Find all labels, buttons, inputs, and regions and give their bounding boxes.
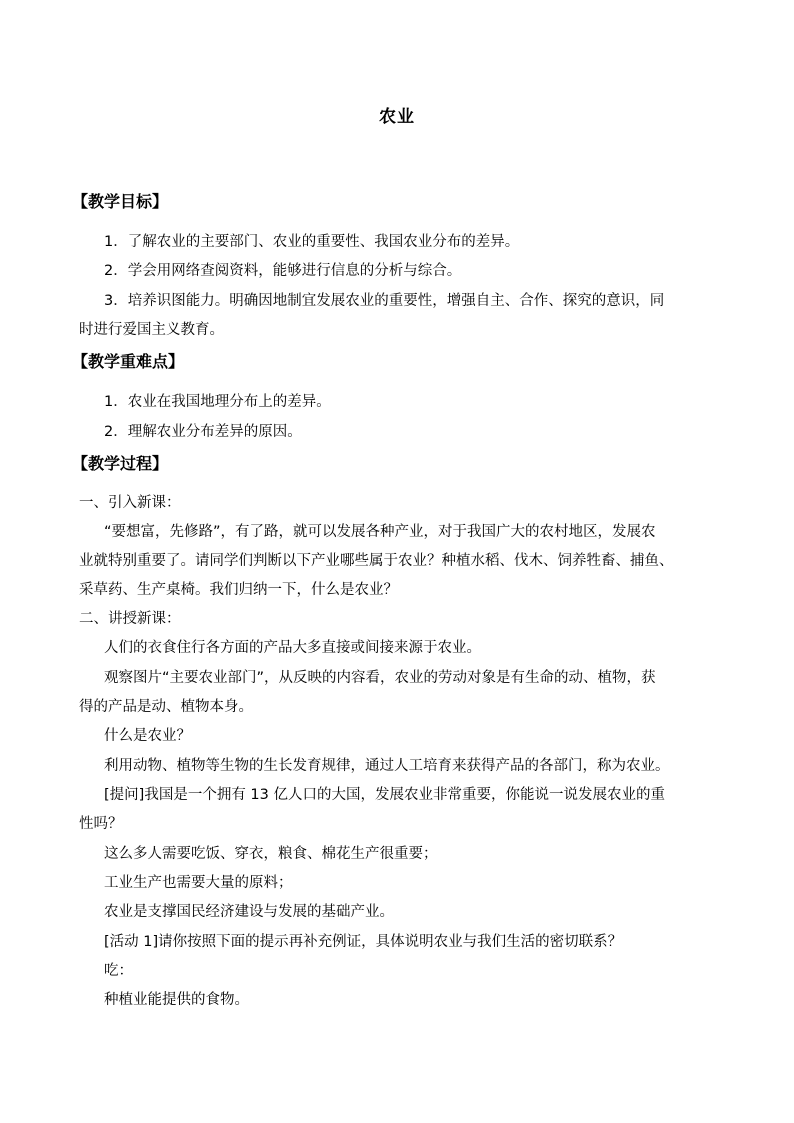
paragraph-line: 业就特别重要了。请同学们判断以下产业哪些属于农业？种植水稻、伐木、饲养牲畜、捕鱼、 <box>79 553 674 569</box>
page-title: 农业 <box>379 107 415 127</box>
paragraph-line: [活动 1]请你按照下面的提示再补充例证，具体说明农业与我们生活的密切联系？ <box>104 934 623 950</box>
difficulty-item: 2．理解农业分布差异的原因。 <box>104 424 302 440</box>
paragraph-line: 人们的衣食住行各方面的产品大多直接或间接来源于农业。 <box>104 640 481 656</box>
objective-item: 1．了解农业的主要部门、农业的重要性、我国农业分布的差异。 <box>104 234 520 250</box>
paragraph-line: 利用动物、植物等生物的生长发育规律，通过人工培育来获得产品的各部门，称为农业。 <box>104 758 670 774</box>
paragraph-line: 种植业能提供的食物。 <box>104 992 249 1008</box>
paragraph-line: 农业是支撑国民经济建设与发展的基础产业。 <box>104 904 394 920</box>
paragraph-line: 吃： <box>104 963 133 979</box>
paragraph-line: 什么是农业？ <box>104 728 191 744</box>
part1-label: 一、引入新课： <box>79 495 181 511</box>
paragraph-line: [提问]我国是一个拥有 13 亿人口的大国，发展农业非常重要，你能说一说发展农业的重 <box>104 787 665 803</box>
paragraph-line: 性吗？ <box>79 816 123 832</box>
difficulties-heading: 【教学重难点】 <box>72 352 185 371</box>
paragraph-line: 这么多人需要吃饭、穿衣，粮食、棉花生产很重要； <box>104 846 438 862</box>
process-heading: 【教学过程】 <box>72 454 169 473</box>
objective-item-continued: 时进行爱国主义教育。 <box>79 322 224 338</box>
difficulty-item: 1．农业在我国地理分布上的差异。 <box>104 394 331 410</box>
objectives-heading: 【教学目标】 <box>72 192 169 211</box>
paragraph-line: 观察图片“主要农业部门”，从反映的内容看，农业的劳动对象是有生命的动、植物，获 <box>104 670 656 686</box>
paragraph-line: 工业生产也需要大量的原料； <box>104 875 293 891</box>
paragraph-line: 得的产品是动、植物本身。 <box>79 699 253 715</box>
objective-item: 2．学会用网络查阅资料，能够进行信息的分析与综合。 <box>104 263 462 279</box>
part2-label: 二、讲授新课： <box>79 611 181 627</box>
paragraph-line: “要想富，先修路”，有了路，就可以发展各种产业，对于我国广大的农村地区，发展农 <box>104 524 656 540</box>
paragraph-line: 采草药、生产桌椅。我们归纳一下，什么是农业？ <box>79 582 398 598</box>
objective-item: 3．培养识图能力。明确因地制宜发展农业的重要性，增强自主、合作、探究的意识，同 <box>104 293 665 309</box>
